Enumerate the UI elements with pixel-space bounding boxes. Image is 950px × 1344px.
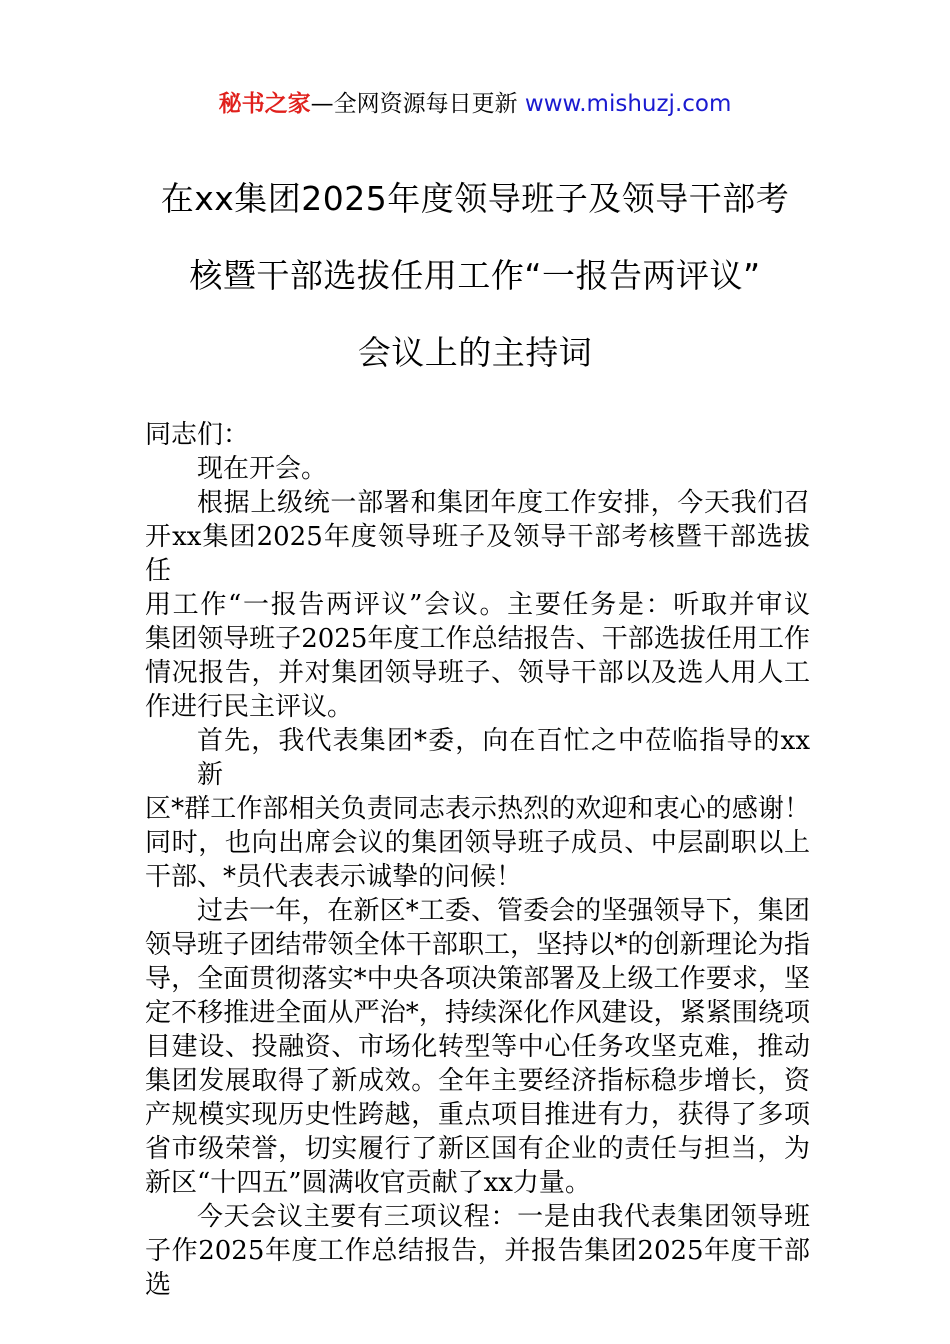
body-line: 省市级荣誉，切实履行了新区国有企业的责任与担当，为 <box>145 1134 810 1164</box>
body-line: 首先，我代表集团*委，向在百忙之中莅临指导的xx新 <box>197 726 810 790</box>
header-tagline: —全网资源每日更新 <box>310 91 525 117</box>
body-line: 今天会议主要有三项议程：一是由我代表集团领导班 <box>197 1202 810 1232</box>
body-line: 干部、*员代表表示诚挚的问候！ <box>145 862 523 892</box>
body-line: 集团发展取得了新成效。全年主要经济指标稳步增长，资 <box>145 1066 810 1096</box>
body-line: 情况报告，并对集团领导班子、领导干部以及选人用人工 <box>145 658 810 688</box>
brand-name: 秘书之家 <box>218 91 311 117</box>
document-body <box>145 418 810 1302</box>
body-line: 领导班子团结带领全体干部职工，坚持以*的创新理论为指 <box>145 930 810 960</box>
site-link[interactable]: www.mishuzj.com <box>524 91 732 117</box>
body-line: 现在开会。 <box>197 454 328 484</box>
body-line: 导，全面贯彻落实*中央各项决策部署及上级工作要求，坚 <box>145 964 810 994</box>
body-line: 区*群工作部相关负责同志表示热烈的欢迎和衷心的感谢！ <box>145 794 810 824</box>
body-line: 过去一年，在新区*工委、管委会的坚强领导下，集团 <box>197 896 810 926</box>
document-title <box>60 160 890 391</box>
body-line: 定不移推进全面从严治*，持续深化作风建设，紧紧围绕项 <box>145 998 810 1028</box>
body-line: 子作2025年度工作总结报告，并报告集团2025年度干部选 <box>145 1236 810 1300</box>
body-line: 根据上级统一部署和集团年度工作安排，今天我们召 <box>197 488 810 518</box>
body-line: 目建设、投融资、市场化转型等中心任务攻坚克难，推动 <box>145 1032 810 1062</box>
salutation: 同志们： <box>145 420 250 450</box>
title-line: 会议上的主持词 <box>357 333 593 372</box>
title-line: 核暨干部选拔任用工作“一报告两评议” <box>189 256 761 295</box>
body-line: 作进行民主评议。 <box>145 692 354 722</box>
body-line: 新区“十四五”圆满收官贡献了xx力量。 <box>145 1168 591 1198</box>
body-line: 同时，也向出席会议的集团领导班子成员、中层副职以上 <box>145 828 810 858</box>
site-header <box>0 86 950 122</box>
title-line: 在xx集团2025年度领导班子及领导干部考 <box>160 179 790 218</box>
body-line: 用工作“一报告两评议”会议。主要任务是：听取并审议 <box>145 590 810 620</box>
body-line: 产规模实现历史性跨越，重点项目推进有力，获得了多项 <box>145 1100 810 1130</box>
body-line: 集团领导班子2025年度工作总结报告、干部选拔任用工作 <box>145 624 810 654</box>
body-line: 开xx集团2025年度领导班子及领导干部考核暨干部选拔任 <box>145 522 810 586</box>
